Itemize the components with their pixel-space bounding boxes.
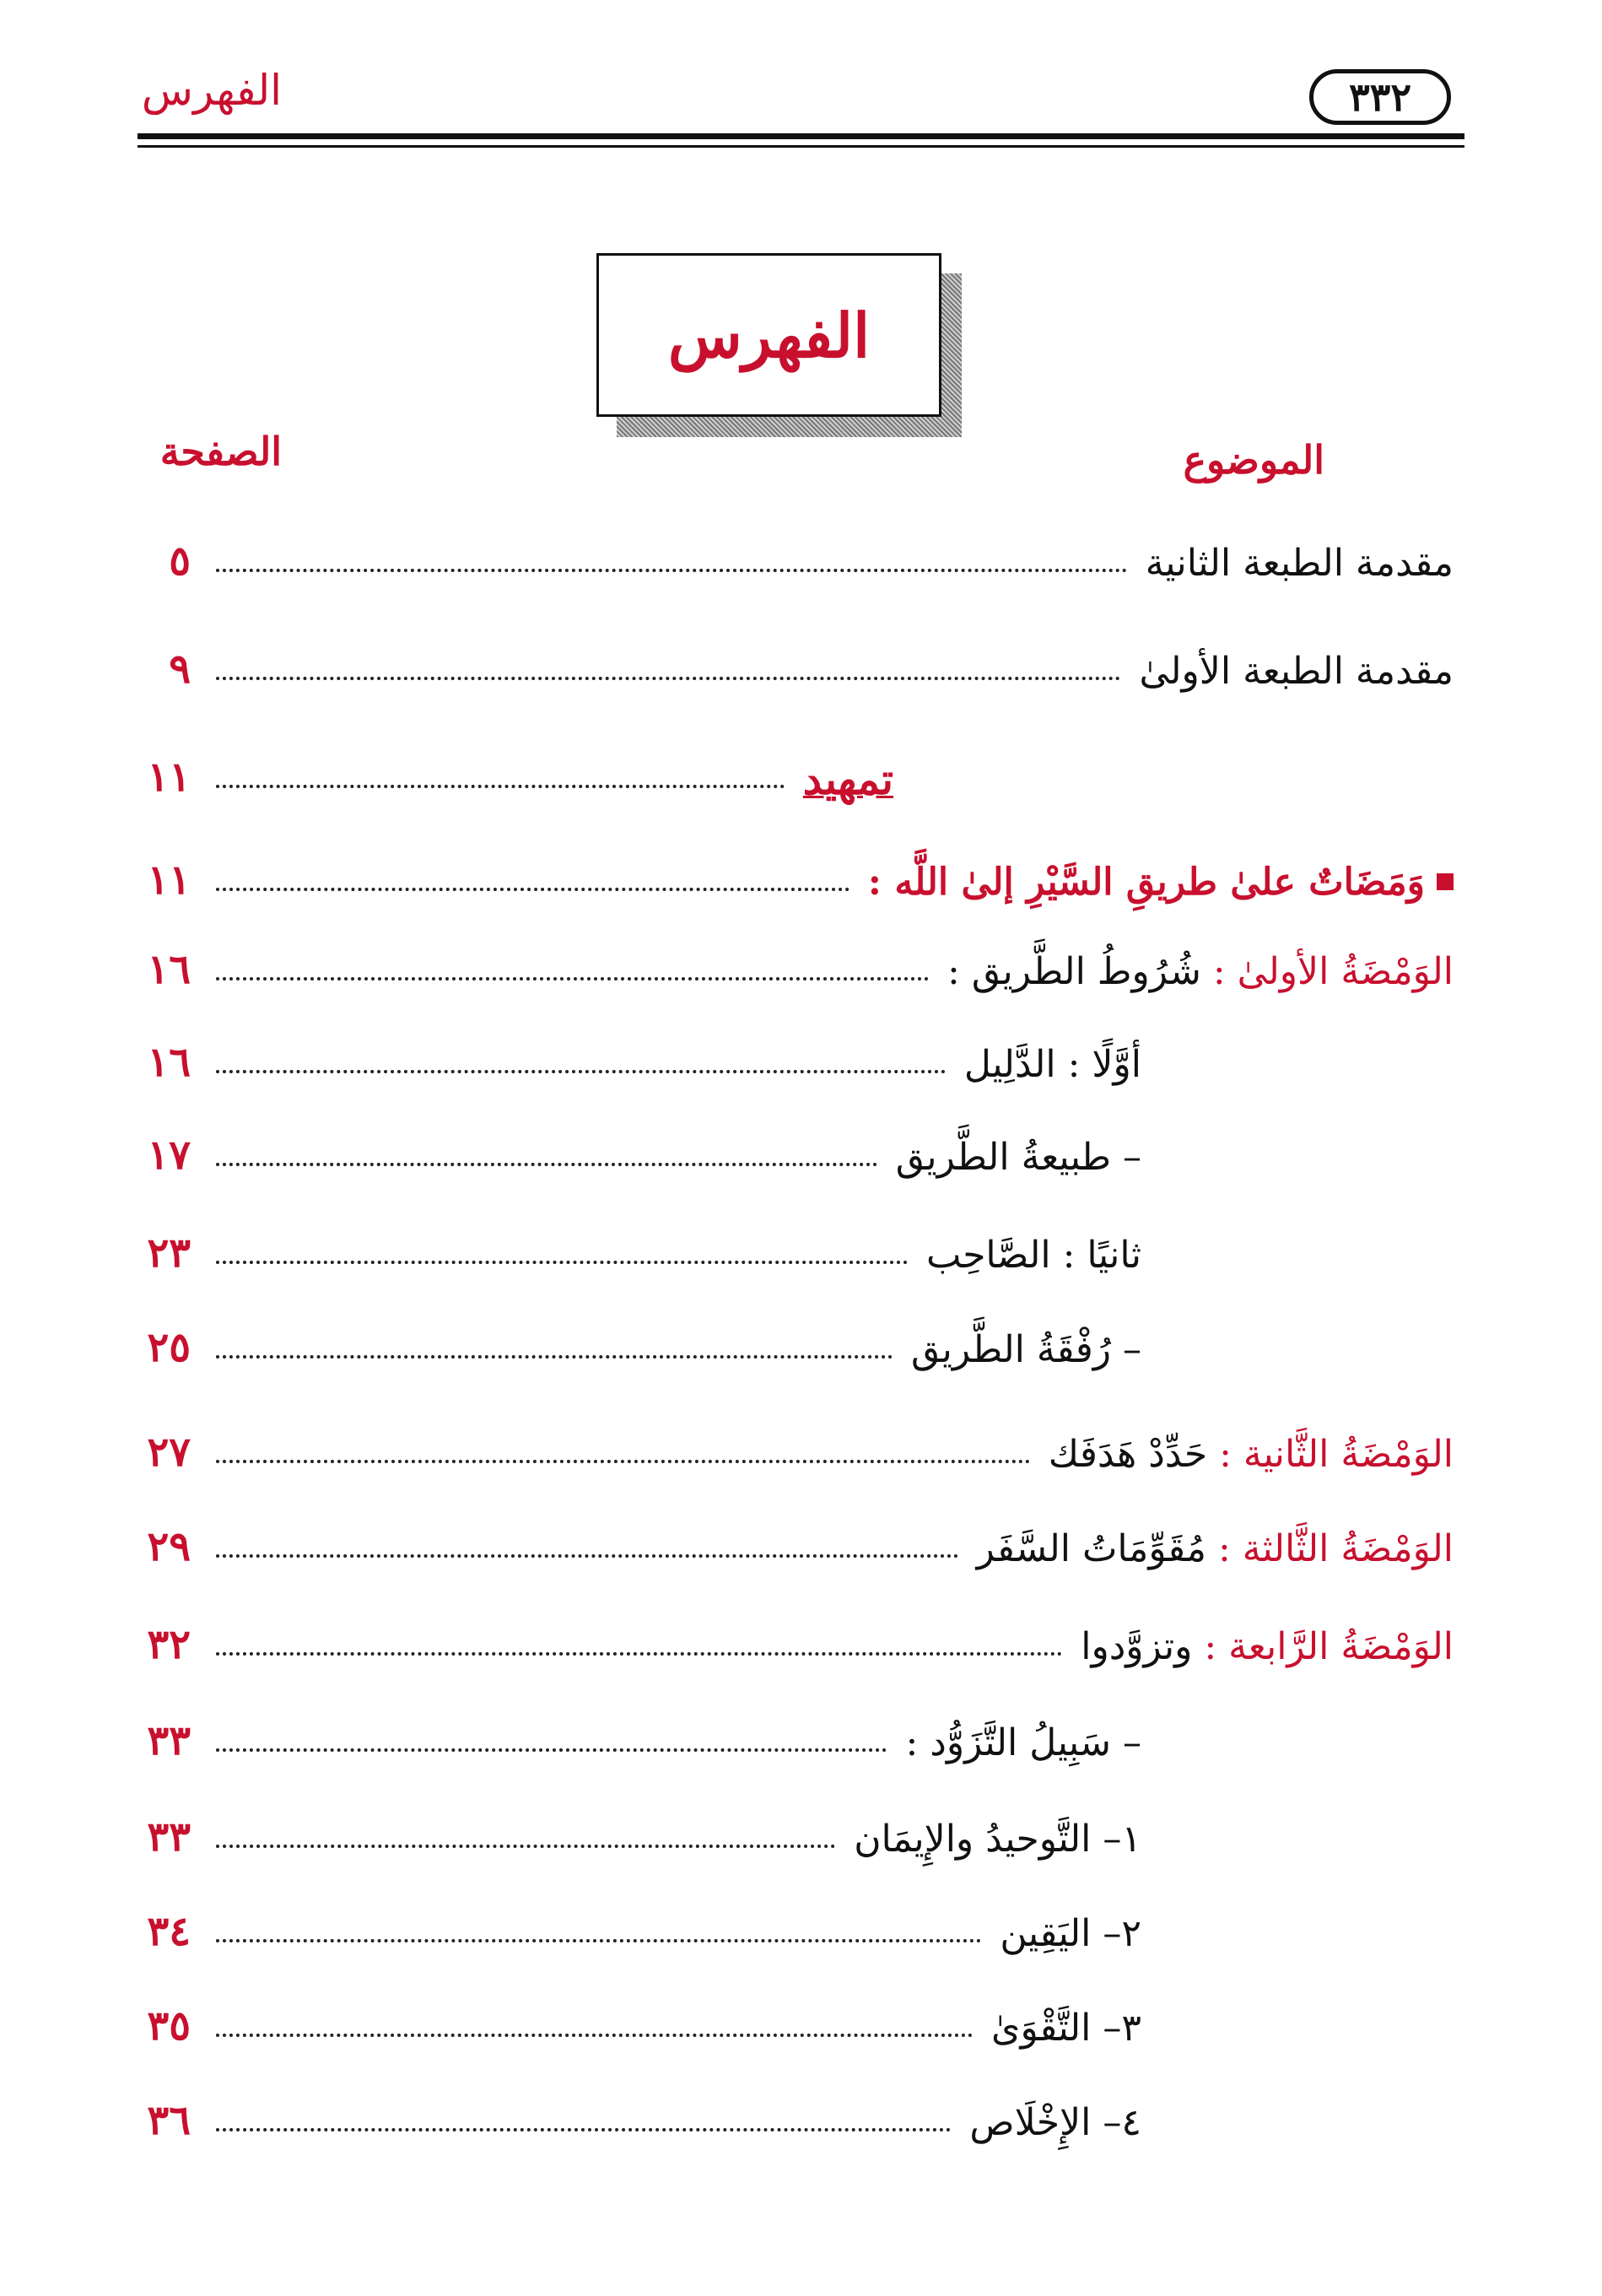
dot-leader [216, 1163, 877, 1166]
toc-entry-text: أوَّلًا : الدَّلِيل [963, 1042, 1141, 1086]
dot-leader [216, 1939, 981, 1942]
toc-entry-label [1000, 1912, 1141, 1955]
toc-entry[interactable] [147, 1030, 1141, 1098]
square-bullet-icon [1437, 873, 1454, 890]
dot-leader [216, 1355, 893, 1359]
toc-entry-page: ٣٣ [147, 1717, 191, 1764]
toc-entry-label [964, 1043, 1141, 1086]
toc-entry-text: مُقَوِّمَاتُ السَّفَر [976, 1526, 1206, 1570]
dot-leader [216, 2034, 973, 2037]
toc-entry-page: ٩ [169, 646, 191, 693]
dot-leader [216, 888, 850, 891]
toc-entry-label [868, 861, 1454, 904]
column-heading-page: الصفحة [159, 429, 282, 474]
toc-entry-text: ٤– الإِخْلَاص [969, 2100, 1141, 2144]
toc-entry-page: ٣٥ [147, 2002, 191, 2050]
toc-entry-prefix: الوَمْضَةُ الأولىٰ : [1212, 949, 1454, 993]
toc-entry-label [896, 1136, 1141, 1179]
toc-entry-page: ٣٣ [147, 1813, 191, 1861]
toc-entry[interactable] [147, 1515, 1454, 1582]
toc-entry[interactable] [169, 529, 1454, 597]
toc-entry-label [969, 2101, 1141, 2144]
toc-entry-page: ٣٢ [147, 1621, 191, 1668]
toc-entry-page: ٢٣ [147, 1229, 191, 1277]
toc-entry-text: حَدِّدْ هَدَفَك [1048, 1432, 1208, 1476]
toc-entry-page: ١٦ [147, 946, 191, 993]
toc-entry[interactable] [169, 637, 1454, 705]
page-number: ٣٣٢ [1309, 69, 1451, 125]
column-heading-topic: الموضوع [1183, 437, 1324, 483]
toc-entry[interactable] [147, 1420, 1454, 1488]
dot-leader [216, 785, 785, 788]
toc-entry-text: شُرُوطُ الطَّريق : [947, 949, 1201, 993]
toc-entry-text: – سَبِيلُ التَّزَوُّد : [905, 1721, 1141, 1764]
header-title: الفهرس [141, 66, 282, 115]
toc-entry-text: وتزوَّدوا [1081, 1624, 1193, 1668]
toc-entry-label [803, 754, 893, 804]
toc-entry[interactable] [147, 1315, 1141, 1383]
toc-entry-text: ١– التَّوحيدُ والإِيمَان [854, 1817, 1141, 1861]
toc-entry[interactable] [147, 1994, 1141, 2061]
toc-entry-prefix: الوَمْضَةُ الرَّابعة : [1204, 1624, 1454, 1668]
header-rule-thin [138, 145, 1464, 148]
dot-leader [216, 1261, 908, 1264]
toc-entry-text: ثانيًا : الصَّاحِب [926, 1233, 1141, 1277]
dot-leader [216, 1652, 1062, 1656]
toc-entry-label [1146, 542, 1454, 585]
toc-entry-label [1139, 650, 1454, 693]
toc-entry[interactable] [147, 1805, 1141, 1872]
toc-entry-label [905, 1721, 1141, 1764]
toc-entry-page: ٢٥ [147, 1324, 191, 1371]
toc-entry[interactable] [147, 1123, 1141, 1191]
toc-entry[interactable] [147, 1899, 1141, 1967]
dot-leader [216, 677, 1120, 680]
dot-leader [216, 1460, 1030, 1463]
title-box-text: الفهرس [596, 253, 941, 417]
toc-entry-page: ٢٩ [147, 1523, 191, 1570]
toc-entry-page: ١١ [147, 754, 191, 801]
toc-entry-label [911, 1328, 1141, 1371]
toc-entry-text: ٣– التَّقْوَىٰ [991, 2006, 1141, 2050]
toc-entry-label [1049, 1433, 1454, 1476]
toc-entry-text: – رُفْقَةُ الطَّريق [910, 1327, 1141, 1371]
toc-entry-label [854, 1818, 1141, 1861]
toc-entry-page: ٣٦ [147, 2097, 191, 2144]
toc-entry[interactable] [147, 937, 1454, 1005]
dot-leader [216, 2128, 951, 2131]
toc-entry-label [991, 2007, 1141, 2050]
toc-entry-page: ١١ [147, 856, 191, 904]
dot-leader [216, 1748, 887, 1752]
toc-entry[interactable] [147, 1709, 1141, 1776]
toc-entry-label [926, 1234, 1141, 1277]
dot-leader [216, 1845, 835, 1848]
toc-entry-text: مقدمة الطبعة الأولىٰ [1139, 649, 1454, 693]
toc-entry[interactable] [147, 1613, 1454, 1680]
toc-entry-page: ١٦ [147, 1039, 191, 1086]
dot-leader [216, 1554, 958, 1558]
dot-leader [216, 1070, 946, 1073]
toc-entry-text: ٢– اليَقِين [1000, 1911, 1141, 1955]
toc-entry-page: ٥ [169, 538, 191, 585]
toc-entry-label [977, 1527, 1454, 1570]
toc-entry-page: ٢٧ [147, 1429, 191, 1476]
toc-entry-page: ١٧ [147, 1132, 191, 1179]
toc-entry-text: وَمَضَاتٌ علىٰ طريقِ السَّيْرِ إلىٰ اللَّه : [867, 860, 1425, 904]
toc-entry-label [1081, 1625, 1454, 1668]
toc-entry-text: مقدمة الطبعة الثانية [1145, 541, 1454, 585]
toc-entry-page: ٣٤ [147, 1908, 191, 1955]
toc-entry-prefix: الوَمْضَةُ الثَّانية : [1219, 1432, 1454, 1476]
dot-leader [216, 569, 1127, 572]
toc-entry-label [947, 950, 1454, 993]
toc-entry-text: – طبيعةُ الطَّريق [895, 1135, 1141, 1179]
toc-entry[interactable] [147, 2088, 1141, 2156]
header-rule-thick [138, 133, 1464, 139]
toc-entry[interactable] [147, 848, 1454, 916]
toc-entry-text: تمهيد [802, 754, 893, 804]
toc-entry[interactable] [147, 1221, 1141, 1288]
toc-entry[interactable] [147, 745, 893, 813]
toc-entry-prefix: الوَمْضَةُ الثَّالثة : [1217, 1526, 1454, 1570]
dot-leader [216, 977, 929, 981]
title-box [596, 253, 962, 437]
